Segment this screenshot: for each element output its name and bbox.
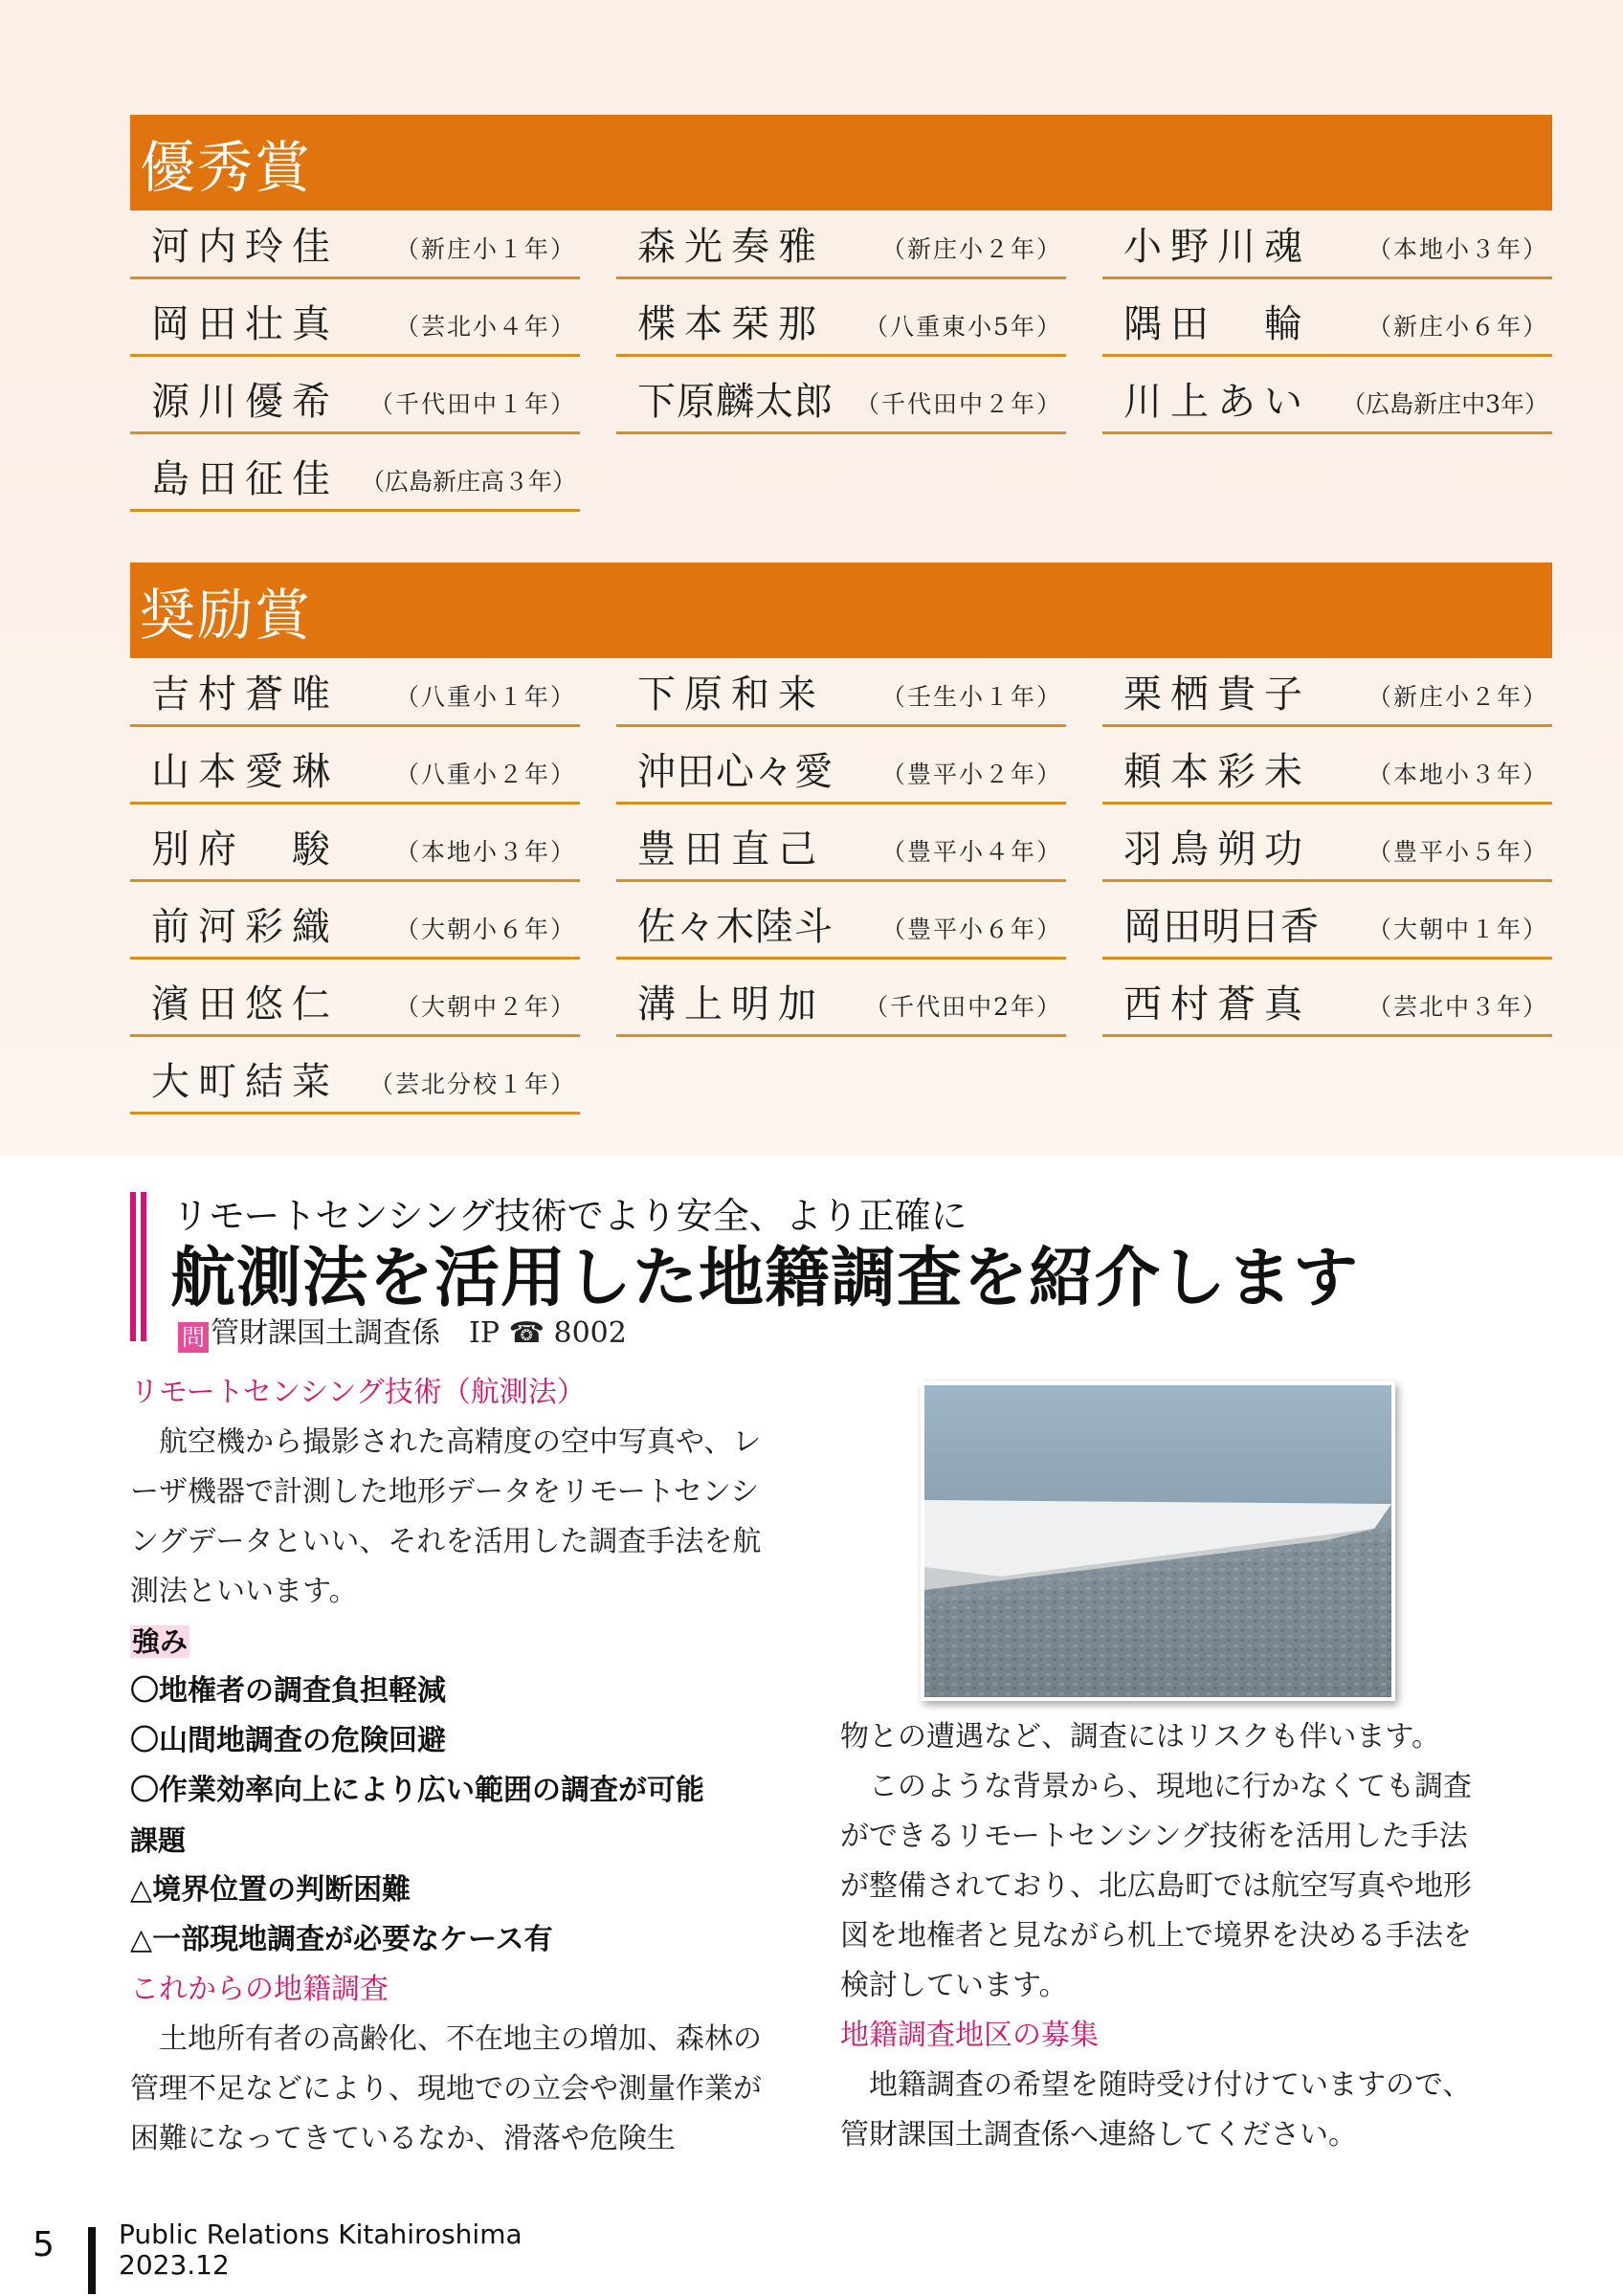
- award-recipient-name: 下原麟太郎: [637, 380, 834, 424]
- award-recipient-school: （新庄小１年）: [394, 235, 576, 263]
- award-entry: [130, 1051, 580, 1115]
- aerial-photo: [921, 1381, 1395, 1701]
- award-entry: [1102, 896, 1552, 960]
- award-entry: [616, 819, 1066, 882]
- award-recipient-school: （八重東小5年）: [864, 313, 1062, 341]
- award-entry: [130, 896, 580, 960]
- award-entry: [1102, 371, 1552, 434]
- award-recipient-school: （新庄小２年）: [880, 235, 1062, 263]
- award-entry: [130, 741, 580, 805]
- award-entry: [130, 974, 580, 1037]
- award-recipient-school: （芸北小４年）: [394, 313, 576, 341]
- award-recipient-name: 河内玲佳: [151, 225, 339, 269]
- award-recipient-name: 羽鳥朔功: [1123, 828, 1311, 872]
- award-recipient-name: 下原和来: [637, 673, 825, 717]
- award-recipient-school: （芸北分校１年）: [368, 1071, 576, 1098]
- footer-publication: [119, 2219, 522, 2281]
- airplane-wing-photo: [924, 1385, 1391, 1697]
- strengths-title: 強み: [132, 1625, 189, 1658]
- award-entry: [616, 974, 1066, 1037]
- award-recipient-school: （千代田中2年）: [864, 993, 1062, 1021]
- award-recipient-school: （広島新庄中3年）: [1342, 390, 1548, 418]
- article-left-column: [130, 1368, 771, 2164]
- encouragement-award-title: 奨励賞: [140, 583, 313, 648]
- strength-item: 〇地権者の調査負担軽減: [130, 1674, 446, 1708]
- contact-text: 管財課国土調査係 IP ☎ 8002: [211, 1316, 627, 1350]
- award-recipient-name: 岡田壮真: [151, 302, 339, 346]
- award-entry: [1102, 216, 1552, 279]
- award-recipient-name: 源川優希: [151, 380, 339, 424]
- award-recipient-school: （豊平小２年）: [880, 761, 1062, 788]
- award-recipient-name: 森光奏雅: [637, 225, 825, 269]
- strength-item: 〇作業効率向上により広い範囲の調査が可能: [130, 1774, 704, 1807]
- contact-line: [178, 1309, 627, 1353]
- award-entry: [616, 896, 1066, 960]
- section-future-body-continued: 物との遭遇など、調査にはリスクも伴います。: [840, 1720, 1440, 1754]
- award-recipient-name: 沖田心々愛: [637, 750, 834, 794]
- award-entry: [1102, 664, 1552, 727]
- award-recipient-name: 岡田明日香: [1123, 905, 1320, 949]
- award-entry: [616, 371, 1066, 434]
- page-number: 5: [33, 2225, 55, 2264]
- award-recipient-school: （新庄小６年）: [1367, 313, 1548, 341]
- section-future-body: 土地所有者の高齢化、不在地主の増加、森林の管理不足などにより、現地での立会や測量作業が困難になってきているなか、滑落や危険生: [130, 2022, 762, 2155]
- award-recipient-name: 大町結菜: [151, 1060, 339, 1104]
- award-recipient-name: 溝上明加: [637, 982, 825, 1027]
- award-entry: [616, 741, 1066, 805]
- award-recipient-name: 前河彩織: [151, 905, 339, 949]
- award-entry: [616, 216, 1066, 279]
- award-entry: [1102, 819, 1552, 882]
- encouragement-award-header: [130, 563, 1552, 658]
- award-recipient-name: 隅田 輪: [1123, 302, 1311, 346]
- section-future-title: これからの地籍調査: [130, 1973, 389, 2006]
- award-recipient-school: （広島新庄高３年）: [360, 468, 576, 496]
- award-recipient-school: （大朝小６年）: [394, 916, 576, 943]
- award-entry: [130, 371, 580, 434]
- issue-item: △一部現地調査が必要なケース有: [130, 1923, 553, 1956]
- strength-item: 〇山間地調査の危険回避: [130, 1724, 446, 1757]
- award-recipient-name: 川上あい: [1123, 380, 1311, 424]
- award-recipient-school: （本地小３年）: [1367, 761, 1548, 788]
- section-future-body-2: このような背景から、現地に行かなくても調査ができるリモートセンシング技術を活用した手法が整備されており、北広島町では航空写真や地形図を地権者と見ながら机上で境界を決める手法を検討しています。: [840, 1770, 1472, 2002]
- award-recipient-school: （壬生小１年）: [880, 683, 1062, 711]
- issues-title: 課題: [130, 1824, 187, 1857]
- award-recipient-school: （豊平小４年）: [880, 838, 1062, 866]
- section-remote-sensing-body: 航空機から撮影された高精度の空中写真や、レーザ機器で計測した地形データをリモートセンシングデータといい、それを活用した調査手法を航測法といいます。: [130, 1425, 762, 1608]
- award-entry: [130, 294, 580, 357]
- inquiry-icon: 問: [178, 1322, 209, 1353]
- section-recruit-body: 地籍調査の希望を随時受け付けていますので、管財課国土調査係へ連絡してください。: [840, 2068, 1472, 2152]
- award-recipient-school: （千代田中１年）: [368, 390, 576, 418]
- award-entry: [616, 664, 1066, 727]
- award-recipient-name: 西村蒼真: [1123, 982, 1311, 1027]
- award-recipient-school: （大朝中２年）: [394, 993, 576, 1021]
- section-remote-sensing-title: リモートセンシング技術（航測法）: [130, 1376, 586, 1409]
- article-right-column: [840, 1712, 1481, 2160]
- section-recruit-title: 地籍調査地区の募集: [840, 2019, 1099, 2052]
- award-recipient-school: （八重小１年）: [394, 683, 576, 711]
- award-recipient-school: （豊平小６年）: [880, 916, 1062, 943]
- title-accent-bars: [130, 1192, 147, 1341]
- award-recipient-name: 佐々木陸斗: [637, 905, 834, 949]
- publication-issue: 2023.12: [119, 2249, 230, 2281]
- award-recipient-school: （本地小３年）: [394, 838, 576, 866]
- award-entry: [130, 216, 580, 279]
- award-recipient-name: 山本愛琳: [151, 750, 339, 794]
- award-entry: [130, 819, 580, 882]
- award-recipient-name: 別府 駿: [151, 828, 339, 872]
- excellent-award-title: 優秀賞: [140, 135, 313, 200]
- article-subtitle: リモートセンシング技術でより安全、より正確に: [172, 1195, 967, 1237]
- excellent-award-header: [130, 115, 1552, 210]
- award-entry: [1102, 741, 1552, 805]
- award-entry: [1102, 294, 1552, 357]
- award-entry: [1102, 974, 1552, 1037]
- award-recipient-school: （八重小２年）: [394, 761, 576, 788]
- award-recipient-name: 頼本彩未: [1123, 750, 1311, 794]
- issue-item: △境界位置の判断困難: [130, 1873, 411, 1907]
- article-title: 航測法を活用した地籍調査を紹介します: [170, 1241, 1360, 1316]
- award-recipient-name: 楪本栞那: [637, 302, 825, 346]
- award-recipient-school: （大朝中１年）: [1367, 916, 1548, 943]
- award-recipient-school: （豊平小５年）: [1367, 838, 1548, 866]
- publication-name: Public Relations Kitahiroshima: [119, 2219, 522, 2250]
- award-recipient-school: （新庄小２年）: [1367, 683, 1548, 711]
- award-recipient-school: （千代田中２年）: [855, 390, 1062, 418]
- award-recipient-school: （本地小３年）: [1367, 235, 1548, 263]
- award-entry: [616, 294, 1066, 357]
- award-recipient-name: 豊田直己: [637, 828, 825, 872]
- award-recipient-name: 栗栖貴子: [1123, 673, 1311, 717]
- footer-divider: [88, 2227, 96, 2294]
- award-recipient-name: 島田征佳: [151, 457, 339, 501]
- award-recipient-name: 吉村蒼唯: [151, 673, 339, 717]
- award-recipient-name: 小野川魂: [1123, 225, 1311, 269]
- award-recipient-name: 濱田悠仁: [151, 982, 339, 1027]
- award-recipient-school: （芸北中３年）: [1367, 993, 1548, 1021]
- award-entry: [130, 449, 580, 512]
- award-entry: [130, 664, 580, 727]
